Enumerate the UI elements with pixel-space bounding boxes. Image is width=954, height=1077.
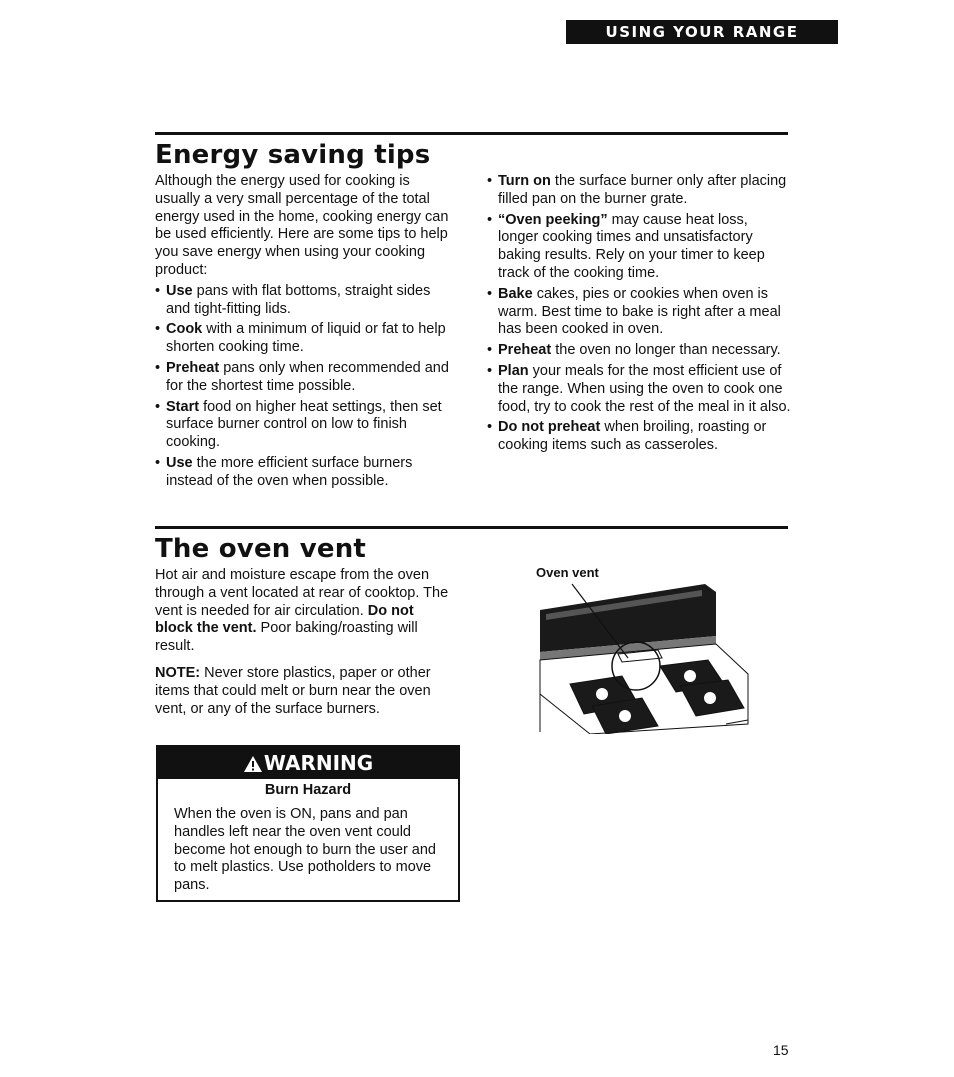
tip-text: cakes, pies or cookies when oven is warm. Best time to bake is right after a meal has been cooked in oven. [498,285,781,338]
warning-subtitle: Burn Hazard [264,782,352,798]
warning-text: When the oven is ON, pans and pan handles left near the oven vent could become hot enough to burn the user and to melt plastics. Use potholders to move pans. [174,806,436,894]
tip-keyword: Use [166,454,193,471]
note-label: NOTE: [155,664,201,681]
tip-text: the oven no longer than necessary. [551,342,781,359]
tip-keyword: Preheat [498,342,552,359]
energy-right-column [487,173,792,458]
tip-text: your meals for the most efficient use of the range. When using the oven to cook one food, try to cook the rest of the meal in it also. [498,362,791,415]
tip-keyword: “Oven peeking” [498,211,608,228]
section-rule-vent [155,526,788,529]
oven-vent-illustration [530,574,752,734]
tip-text: when broiling, roasting or cooking items such as casseroles. [498,419,767,454]
tip-item [155,321,455,357]
vent-paragraph-text-end: Poor baking/roasting will result. [155,620,418,655]
warning-triangle-icon [243,755,263,773]
energy-left-column [155,173,455,494]
tip-text: food on higher heat settings, then set surface burner control on low to finish cooking. [166,398,442,451]
tip-item [487,419,792,455]
tip-keyword: Plan [498,362,529,379]
vent-note [155,665,455,718]
tip-keyword: Turn on [498,173,551,189]
vent-section-title: The oven vent [155,534,367,564]
tip-item [155,283,455,319]
energy-right-list [487,173,792,455]
vent-paragraph [155,567,455,656]
tip-keyword: Start [166,398,200,415]
tip-text: pans only when recommended and for the shortest time possible. [166,359,449,394]
warning-title: WARNING [263,751,374,775]
vent-paragraph-text: Hot air and moisture escape from the oven through a vent located at rear of cooktop. The vent is needed for air circulation. [155,567,449,619]
oven-vent-figure-label: Oven vent [536,565,599,580]
tip-text: the surface burner only after placing filled pan on the burner grate. [498,173,787,207]
section-header-bar: USING YOUR RANGE [566,20,838,44]
energy-section-title: Energy saving tips [155,140,431,170]
tip-item [487,286,792,339]
energy-left-list [155,283,455,491]
vent-paragraph-bold: Do not block the vent. [155,602,414,637]
tip-keyword: Preheat [166,359,220,376]
page-number: 15 [773,1042,789,1058]
tip-keyword: Cook [166,321,203,338]
burn-hazard-warning-box [156,745,460,902]
tip-item [487,212,792,283]
tip-text: pans with flat bottoms, straight sides and tight-fitting lids. [166,282,431,317]
tip-item [155,399,455,452]
note-text: Never store plastics, paper or other items that could melt or burn near the oven vent, or any of the surface burners. [155,664,431,717]
warning-header [158,747,458,779]
vent-text-column [155,567,455,721]
energy-intro: Although the energy used for cooking is usually a very small percentage of the total energy used in the home, cooking energy can be used efficiently. Here are some tips to help you save energy when using your cooking product: [155,173,449,278]
tip-text: the more efficient surface burners instead of the oven when possible. [166,454,413,489]
tip-keyword: Use [166,282,193,299]
tip-text: with a minimum of liquid or fat to help shorten cooking time. [166,321,446,356]
tip-item [487,363,792,416]
section-rule-energy [155,132,788,135]
tip-text: may cause heat loss, longer cooking times and unsatisfactory baking results. Rely on your timer to keep track of the cooking time. [498,211,765,281]
tip-item [155,360,455,396]
tip-item [487,173,792,209]
tip-keyword: Bake [498,285,533,302]
tip-keyword: Do not preheat [498,419,601,436]
tip-item [487,342,792,360]
tip-item [155,455,455,491]
